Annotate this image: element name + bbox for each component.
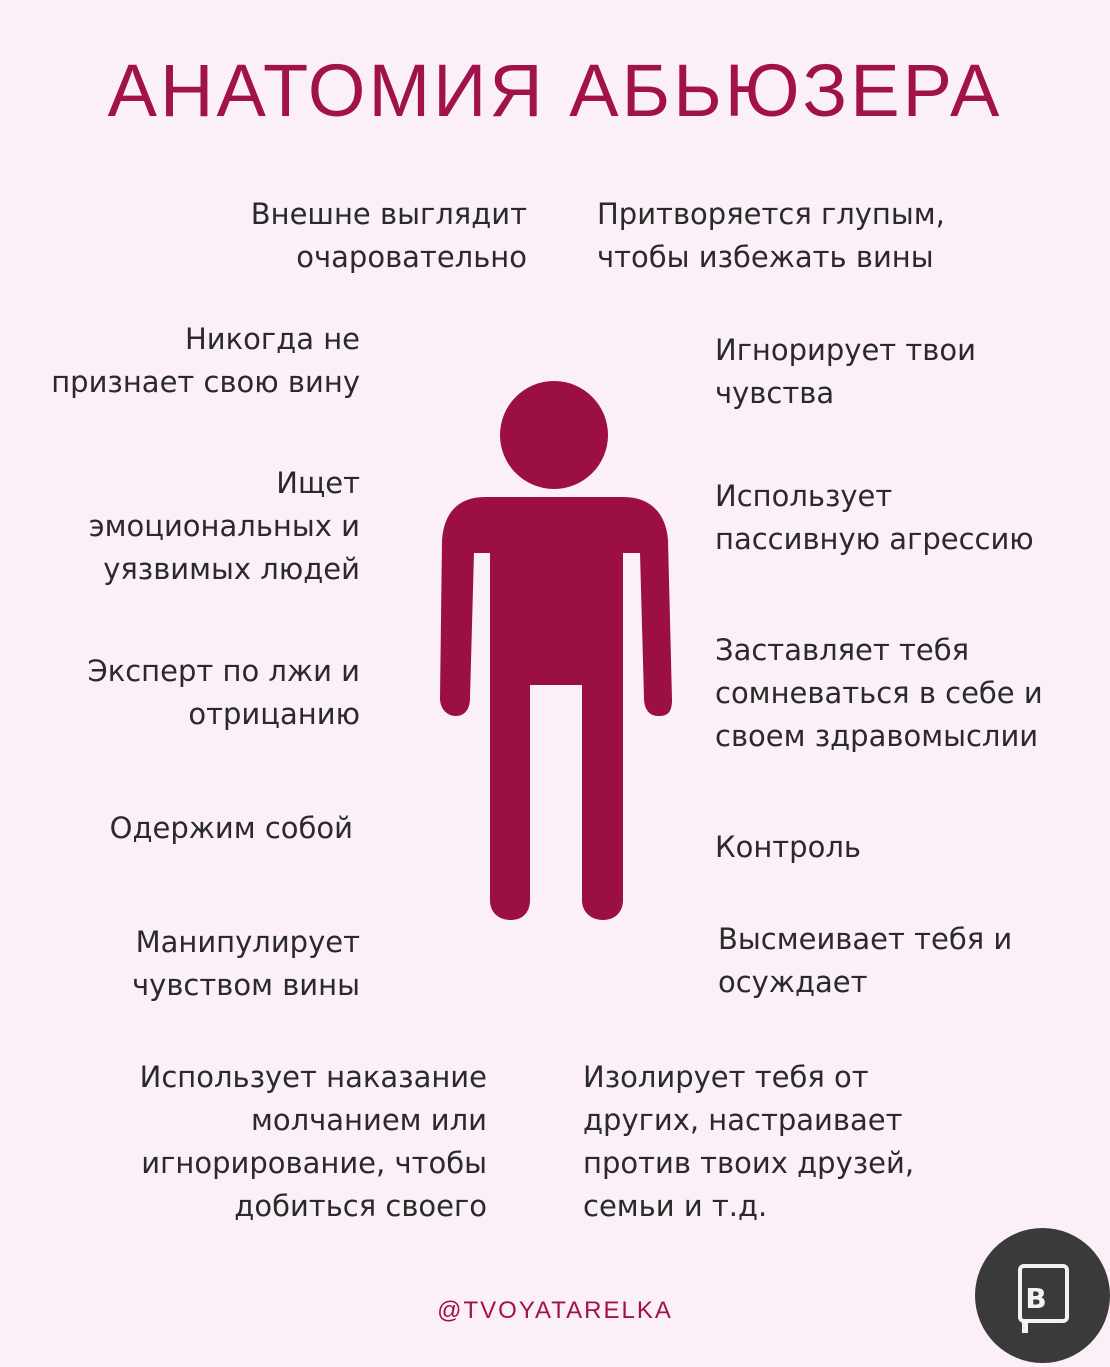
- trait-plays-dumb: Притворяется глупым, чтобы избежать вины: [597, 197, 945, 274]
- trait-self-obsessed: Одержим собой: [109, 811, 353, 845]
- trait-ignores-feelings: Игнорирует твои чувства: [715, 333, 976, 410]
- trait-mocks: Высмеивает тебя и осуждает: [718, 922, 1013, 999]
- book-icon: [975, 1228, 1110, 1363]
- logo-badge: [975, 1228, 1110, 1363]
- svg-text:B: B: [1025, 1282, 1047, 1315]
- page-title: АНАТОМИЯ АБЬЮЗЕРА: [107, 49, 1003, 132]
- trait-control: Контроль: [715, 830, 861, 864]
- trait-self-doubt: Заставляет тебя сомневаться в себе и своем здравомыслии: [715, 633, 1043, 753]
- person-figure-icon: [430, 380, 680, 925]
- trait-lying-expert: Эксперт по лжи и отрицанию: [87, 654, 360, 731]
- trait-passive-aggression: Использует пассивную агрессию: [715, 479, 1034, 556]
- trait-silent-treatment: Использует наказание молчанием или игнорирование, чтобы добиться своего: [139, 1060, 487, 1223]
- trait-charming: Внешне выглядит очаровательно: [250, 197, 527, 274]
- trait-guilt-manipulation: Манипулирует чувством вины: [132, 925, 360, 1002]
- trait-isolates: Изолирует тебя от других, настраивает против твоих друзей, семьи и т.д.: [583, 1060, 915, 1223]
- footer-handle: @TVOYATARELKA: [437, 1297, 673, 1324]
- trait-seeks-vulnerable: Ищет эмоциональных и уязвимых людей: [88, 466, 360, 586]
- trait-never-admits-guilt: Никогда не признает свою вину: [51, 322, 360, 399]
